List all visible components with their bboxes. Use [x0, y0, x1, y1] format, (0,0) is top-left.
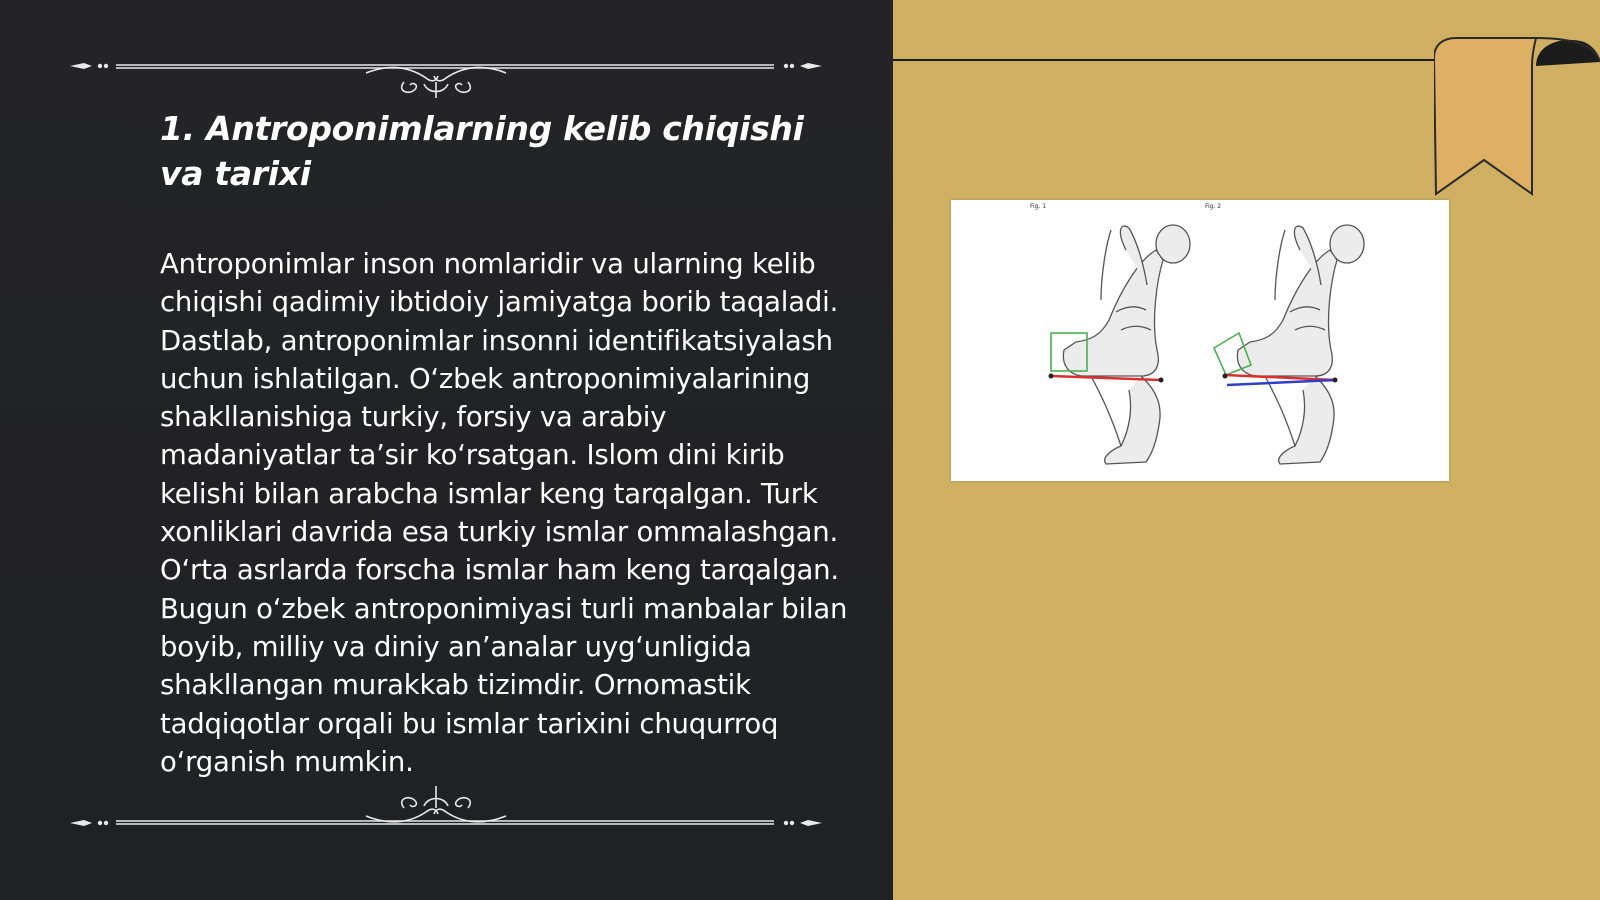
figure-label-1: Fig. 1	[1030, 203, 1047, 210]
squat-posture-figure	[951, 200, 1449, 481]
bookmark-ribbon-icon	[1434, 36, 1600, 200]
slide-body-text: Antroponimlar inson nomlaridir va ularning kelib chiqishi qadimiy ibtidoiy jamiyatga borib taqaladi. Dastlab, antroponimlar insonni identifikatsiyalash uchun ishlatilgan. O‘zbek antroponimiyalarining shakllanishiga turkiy, forsiy va arabiy madaniyatlar ta’sir ko‘rsatgan. Islom dini kirib kelishi bilan arabcha ismlar keng tarqalgan. Turk xonliklari davrida esa turkiy ismlar ommalashgan. O‘rta asrlarda forscha ismlar ham keng tarqalgan. Bugun o‘zbek antroponimiyasi turli manbalar bilan boyib, milliy va diniy an’analar uyg‘unligida shakllangan murakkab tizimdir. Ornomastik tadqiqotlar orqali bu ismlar tarixini chuqurroq o‘rganish mumkin.	[160, 248, 848, 778]
squat-skeleton-illustration	[951, 200, 1449, 481]
top-ornament-divider	[66, 38, 826, 98]
bottom-ornament-divider	[66, 772, 826, 832]
figure-label-2: Fig. 2	[1205, 203, 1222, 210]
slide-title: 1. Antroponimlarning kelib chiqishi va tarixi	[160, 109, 804, 193]
squat-figure-1	[1063, 225, 1190, 464]
header-rule-line	[893, 59, 1438, 61]
squat-figure-2	[1237, 225, 1364, 464]
